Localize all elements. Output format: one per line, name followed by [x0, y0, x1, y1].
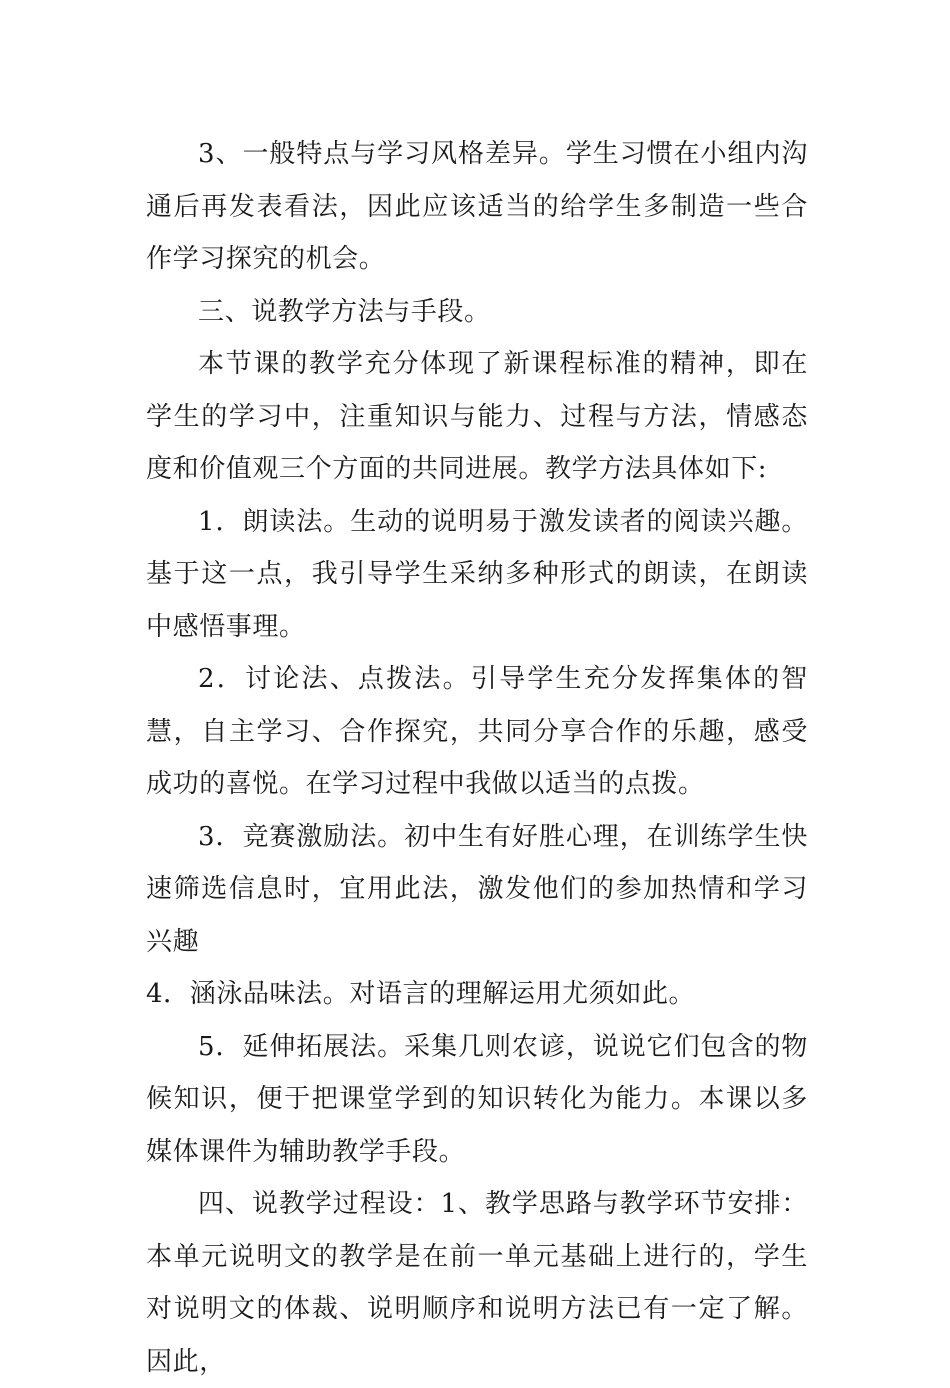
- document-body: [146, 128, 808, 1388]
- paragraph-learning-style: 3、一般特点与学习风格差异。学生习惯在小组内沟通后再发表看法，因此应该适当的给学生多制造一些合作学习探究的机会。: [146, 139, 808, 274]
- method-reading-aloud: 1．朗读法。生动的说明易于激发读者的阅读兴趣。基于这一点，我引导学生采纳多种形式的朗读，在朗读中感悟事理。: [146, 506, 808, 642]
- method-savoring-language: 4．涵泳品味法。对语言的理解运用尤须如此。: [146, 979, 696, 1009]
- paragraph-curriculum-spirit: 本节课的教学充分体现了新课程标准的精神，即在学生的学习中，注重知识与能力、过程与方法，情感态度和价值观三个方面的共同进展。教学方法具体如下:: [146, 349, 808, 484]
- method-competition: 3．竞赛激励法。初中生有好胜心理，在训练学生快速筛选信息时，宜用此法，激发他们的参加热情和学习兴趣: [146, 821, 808, 957]
- method-extension: 5．延伸拓展法。采集几则农谚，说说它们包含的物候知识，便于把课堂学到的知识转化为能力。本课以多媒体课件为辅助教学手段。: [146, 1031, 808, 1167]
- method-discussion: 2．讨论法、点拨法。引导学生充分发挥集体的智慧，自主学习、合作探究，共同分享合作的乐趣，感受成功的喜悦。在学习过程中我做以适当的点拨。: [146, 664, 808, 799]
- section-teaching-process: 四、说教学过程设：1、教学思路与教学环节安排：本单元说明文的教学是在前一单元基础上进行的，学生对说明文的体裁、说明顺序和说明方法已有一定了解。因此，: [146, 1189, 808, 1377]
- section-heading-teaching-methods: 三、说教学方法与手段。: [198, 296, 491, 327]
